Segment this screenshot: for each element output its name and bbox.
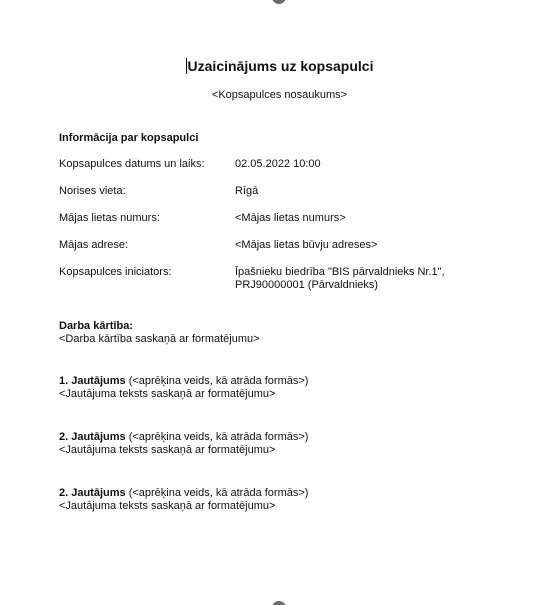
question-number: 1. Jautājums xyxy=(59,375,126,387)
question-method: (<aprēķina veids, kā atrāda formās>) xyxy=(125,431,309,443)
info-value: <Mājas lietas būvju adreses> xyxy=(235,239,378,251)
info-value-line: Īpašnieku biedrība "BIS pārvaldnieks Nr.1", xyxy=(235,266,445,278)
info-row-case-number xyxy=(59,212,489,225)
questions-list xyxy=(59,375,519,543)
info-label: Norises vieta: xyxy=(59,185,126,197)
page-resize-handle-top[interactable] xyxy=(272,0,286,4)
info-value: 02.05.2022 10:00 xyxy=(235,158,321,170)
question-method: (<aprēķina veids, kā atrāda formās>) xyxy=(125,487,309,499)
question-item xyxy=(59,375,519,401)
question-text: <Jautājuma teksts saskaņā ar formatējumu> xyxy=(59,388,276,400)
question-item xyxy=(59,487,519,513)
page-resize-handle-bottom[interactable] xyxy=(272,601,286,605)
question-number: 2. Jautājums xyxy=(59,487,126,499)
info-heading: Informācija par kopsapulci xyxy=(59,132,199,144)
info-label: Kopsapulces iniciators: xyxy=(59,266,172,278)
question-text: <Jautājuma teksts saskaņā ar formatējumu> xyxy=(59,444,276,456)
info-value: <Mājas lietas numurs> xyxy=(235,212,346,224)
info-label: Kopsapulces datums un laiks: xyxy=(59,158,205,170)
agenda-section xyxy=(59,320,519,346)
info-table xyxy=(59,158,489,306)
info-label: Mājas lietas numurs: xyxy=(59,212,160,224)
info-value: Rīgā xyxy=(235,185,259,197)
question-item xyxy=(59,431,519,457)
info-row-initiator xyxy=(59,266,489,292)
agenda-text: <Darba kārtība saskaņā ar formatējumu> xyxy=(59,333,260,345)
info-row-date xyxy=(59,158,489,171)
text-cursor xyxy=(186,58,187,74)
document-subtitle: <Kopsapulces nosaukums> xyxy=(211,89,348,101)
question-text: <Jautājuma teksts saskaņā ar formatējumu> xyxy=(59,500,276,512)
document-title[interactable] xyxy=(0,58,559,74)
info-value xyxy=(235,266,489,292)
question-number: 2. Jautājums xyxy=(59,431,126,443)
info-label: Mājas adrese: xyxy=(59,239,129,251)
info-row-address xyxy=(59,239,489,252)
info-row-place xyxy=(59,185,489,198)
agenda-title: Darba kārtība: xyxy=(59,320,133,332)
title-text: Uzaicinājums uz kopsapulci xyxy=(187,58,374,74)
question-method: (<aprēķina veids, kā atrāda formās>) xyxy=(125,375,309,387)
info-value-line: PRJ90000001 (Pārvaldnieks) xyxy=(235,279,379,291)
